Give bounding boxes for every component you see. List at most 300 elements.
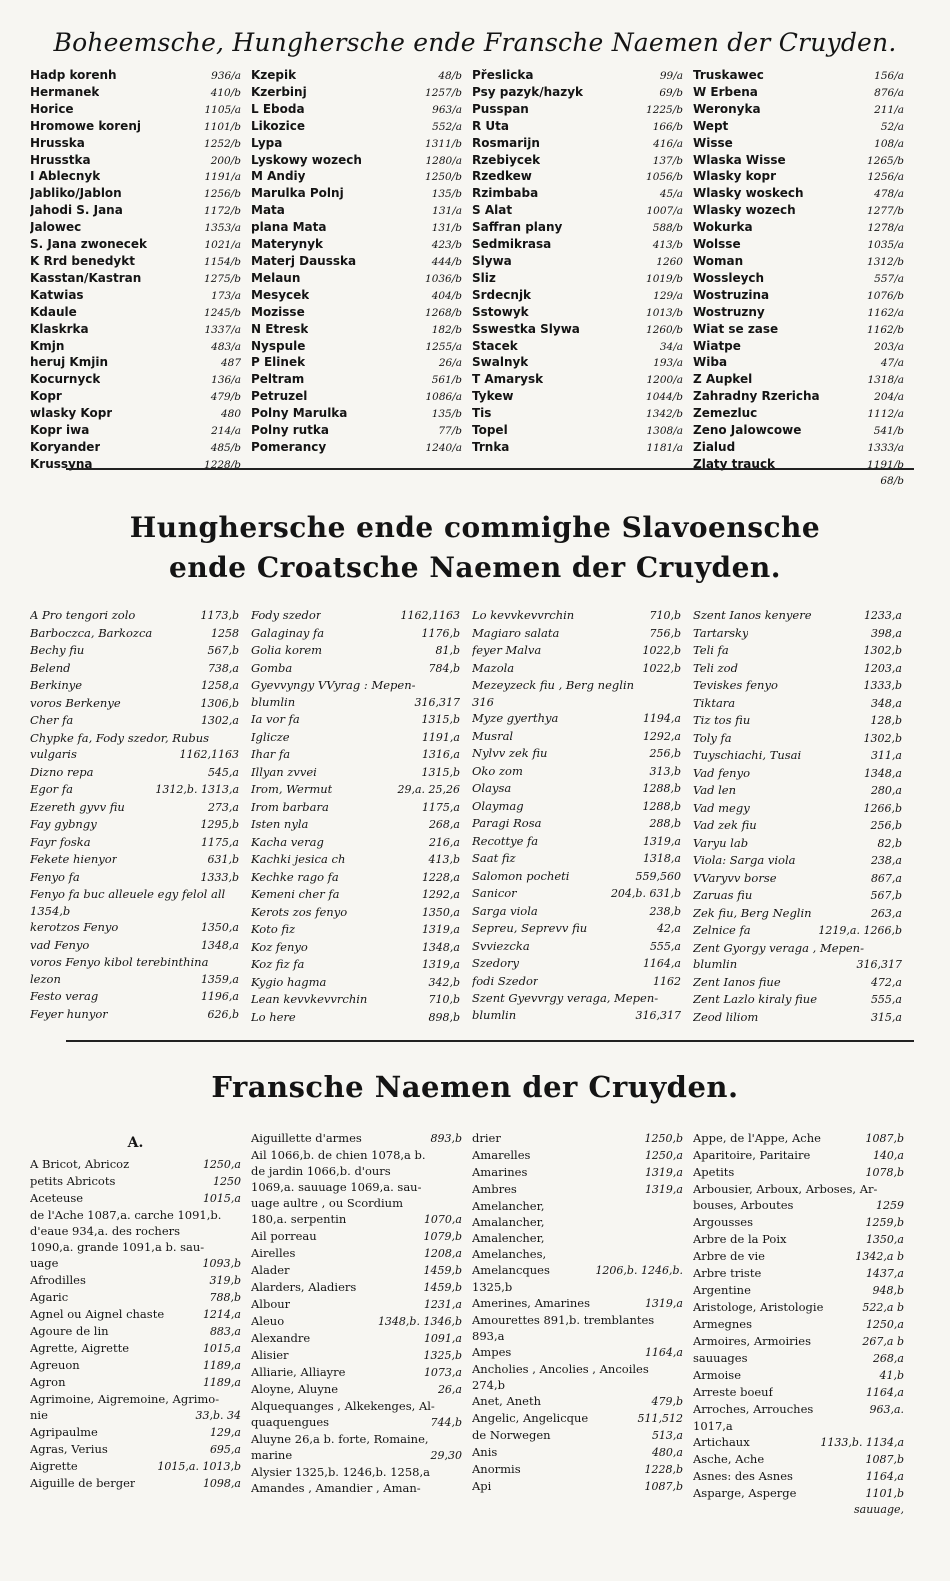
entry-name: Egor fa (30, 782, 73, 796)
entry-page: 173/a (211, 289, 241, 302)
entry-page: 1022,b (642, 661, 681, 675)
index-entry (30, 816, 239, 834)
index-entry (30, 322, 241, 339)
entry-name: Lean kevvkevvrchin (251, 992, 368, 1006)
index-entry (251, 136, 462, 153)
index-entry (693, 1231, 904, 1248)
index-entry (472, 920, 681, 938)
entry-page: 273,a (207, 800, 239, 814)
index-entry (693, 991, 902, 1009)
entry-name: Pomerancy (251, 439, 327, 454)
entry-name: Mata (251, 203, 285, 218)
entry-page: 1191/a (204, 171, 241, 184)
entry-page: 545,a (207, 765, 239, 779)
entry-name: Irom barbara (251, 799, 329, 814)
entry-page: sauuage, (854, 1503, 904, 1516)
index-entry (251, 694, 460, 712)
entry-name: Asche, Ache (693, 1452, 765, 1466)
entry-name: Fenyo fa buc alleuele egy felol all (30, 887, 226, 901)
entry-page: 203/a (874, 340, 904, 353)
index-entry (693, 254, 904, 271)
entry-page: 1194,a (642, 712, 681, 725)
entry-page: 280,a (870, 784, 902, 797)
index-entry (472, 745, 681, 763)
index-entry (30, 153, 241, 170)
index-entry (30, 781, 239, 799)
index-entry (693, 1451, 904, 1468)
entry-name: Asparge, Asperge (693, 1486, 797, 1500)
entry-page: 26,a (437, 1383, 462, 1396)
entry-name: Magiaro salata (472, 625, 560, 640)
entry-name: Hrusstka (30, 152, 91, 167)
entry-page: 52/a (880, 120, 904, 133)
entry-name: Ail porreau (251, 1229, 317, 1243)
entry-name: Ancholies , Ancolies , Ancoiles (472, 1362, 649, 1376)
index-entry (693, 1434, 904, 1451)
index-entry (251, 939, 460, 957)
entry-name: R Uta (472, 118, 509, 133)
entry-page: 211/a (874, 103, 904, 116)
entry-name: Arroches, Arrouches (693, 1402, 814, 1416)
entry-page: 898,b (428, 1010, 460, 1024)
entry-name: Gyevvyngy VVyrag : Mepen- (251, 678, 416, 692)
entry-name: 893,a (472, 1329, 505, 1343)
entry-page: 1318/a (867, 374, 904, 387)
index-entry (693, 974, 902, 992)
index-entry (30, 712, 239, 730)
index-entry (472, 1130, 683, 1147)
entry-page: 876/a (874, 86, 904, 99)
entry-name: Wolsse (693, 237, 741, 252)
entry-name: Alarders, Aladiers (251, 1280, 357, 1294)
title-bohemian: Boheemsche, Hunghersche ende Fransche Naemen der Cruyden. (53, 28, 897, 57)
entry-name: S Alat (472, 203, 513, 218)
entry-page: 68/b (880, 474, 904, 487)
index-column (693, 68, 914, 490)
entry-name: Appe, de l'Appe, Ache (693, 1131, 821, 1145)
index-entry (693, 220, 904, 237)
entry-name: Mozisse (251, 304, 305, 319)
entry-name: 1069,a. sauuage 1069,a. sau- (251, 1180, 422, 1194)
entry-page: 416/a (653, 137, 683, 150)
index-entry (693, 1164, 904, 1181)
entry-name: de jardin 1066,b. d'ours (251, 1164, 391, 1178)
index-entry (693, 905, 902, 923)
entry-name: Koto fiz (251, 922, 296, 936)
entry-name: fodi Szedor (472, 973, 539, 988)
entry-name: Polny rutka (251, 423, 329, 438)
entry-page: 478/a (874, 188, 904, 201)
entry-name: Wostruzny (693, 304, 765, 319)
entry-name: Teli fa (693, 643, 729, 657)
entry-page: 1319,a (421, 958, 460, 971)
entry-name: bouses, Arboutes (693, 1198, 794, 1212)
entry-name: Agnel ou Aignel chaste (30, 1307, 165, 1321)
entry-name: Klaskrka (30, 321, 89, 336)
entry-name: Vad fenyo (693, 765, 751, 780)
entry-name: wlasky Kopr (30, 406, 113, 421)
index-entry (472, 288, 683, 305)
entry-name: Psy pazyk/hazyk (472, 84, 584, 99)
index-entry (472, 389, 683, 406)
letter-heading: A. (127, 1135, 144, 1151)
index-entry (251, 1130, 462, 1147)
entry-name: Chypke fa, Fody szedor, Rubus (30, 730, 210, 745)
entry-page: 256,b (870, 819, 902, 832)
entry-name: Hadp korenh (30, 68, 117, 82)
entry-page: 1013/b (646, 306, 683, 319)
entry-name: lezon (30, 971, 61, 986)
entry-page: 1250,a (644, 1149, 683, 1162)
entry-page: 214/a (211, 425, 241, 438)
index-entry (693, 817, 902, 835)
index-entry (30, 1223, 241, 1239)
entry-name: Rzedkew (472, 169, 532, 184)
index-entry (30, 372, 241, 389)
entry-page: 1459,b (423, 1281, 462, 1294)
index-entry (693, 1282, 904, 1299)
entry-name: Zemezluc (693, 406, 758, 421)
entry-name: Svviezcka (472, 938, 530, 953)
entry-name: Amourettes 891,b. tremblantes (472, 1313, 655, 1327)
entry-page: 1315,b (421, 765, 460, 779)
entry-page: 156/a (874, 70, 904, 82)
entry-page: 883,a (209, 1325, 241, 1338)
entry-name: petits Abricots (30, 1174, 116, 1188)
index-entry (472, 973, 681, 991)
entry-name: Rzimbaba (472, 186, 539, 201)
index-entry (693, 169, 904, 186)
entry-name: Arbousier, Arboux, Arboses, Ar- (693, 1182, 878, 1196)
entry-name: Kerots zos fenyo (251, 904, 348, 919)
entry-page: 316,317 (635, 1008, 681, 1022)
entry-page: 311,a (870, 749, 902, 762)
index-entry (472, 153, 683, 170)
index-column (251, 1130, 472, 1518)
entry-name: Amelancques (472, 1263, 550, 1277)
entry-page: 29,a. 25,26 (397, 783, 460, 796)
entry-name: Agoure de lin (30, 1324, 109, 1338)
index-entry (472, 85, 683, 102)
index-entry (251, 237, 462, 254)
index-entry (472, 625, 681, 643)
index-entry (251, 1179, 462, 1195)
entry-name: Lyskowy wozech (251, 152, 362, 167)
index-entry (472, 1361, 683, 1377)
entry-name: Szent Ianos kenyere (693, 608, 812, 622)
entry-name: Arbre triste (693, 1266, 762, 1280)
entry-name: heruj Kmjin (30, 355, 109, 370)
entry-name: Festo verag (30, 989, 99, 1003)
entry-name: Likozice (251, 118, 306, 133)
entry-page: 1175,a (200, 835, 239, 849)
index-entry (251, 834, 460, 852)
index-entry (693, 1214, 904, 1231)
entry-page: 1019/b (646, 272, 683, 285)
index-entry (693, 153, 904, 170)
entry-page: 555,a (870, 993, 902, 1006)
entry-name: Api (472, 1479, 492, 1493)
index-entry (30, 237, 241, 254)
entry-page: 1319,a (644, 1166, 683, 1179)
entry-page: 963,a. (869, 1403, 904, 1416)
entry-name: Wlasky wozech (693, 203, 796, 218)
index-entry (693, 271, 904, 288)
entry-page: 413/b (652, 239, 683, 252)
entry-page: 182/b (431, 323, 462, 336)
entry-page: 1200/a (646, 374, 683, 387)
index-entry (472, 642, 681, 660)
index-entry (472, 850, 681, 868)
entry-name: Zent Lazlo kiraly fiue (693, 992, 818, 1006)
entry-name: Saffran plany (472, 220, 563, 235)
entry-page: 140,a (872, 1149, 904, 1162)
entry-page: 26/a (438, 357, 462, 370)
entry-page: 1353/a (204, 222, 241, 235)
entry-page: 948,b (872, 1284, 904, 1297)
index-entry (472, 868, 681, 886)
index-entry (30, 389, 241, 406)
entry-name: W Erbena (693, 84, 758, 99)
index-entry (30, 1391, 241, 1407)
entry-page: 1093,b (202, 1257, 241, 1270)
entry-page: 137/b (652, 154, 683, 167)
entry-name: L Eboda (251, 101, 305, 116)
index-entry (251, 1228, 462, 1245)
index-entry (30, 136, 241, 153)
entry-name: Wiba (693, 355, 728, 370)
entry-page: 1181/a (646, 441, 683, 454)
entry-name: Sarga viola (472, 903, 538, 918)
index-entry (251, 305, 462, 322)
entry-page: 1266,b (863, 801, 902, 815)
entry-page: 1164,a (865, 1386, 904, 1399)
index-entry (251, 625, 460, 643)
entry-name: Hrusska (30, 135, 85, 150)
entry-page: 135/b (431, 188, 462, 201)
entry-name: Amalancher, (472, 1215, 545, 1229)
index-entry (251, 642, 460, 660)
entry-page: 200/b (210, 154, 241, 167)
index-entry (251, 1279, 462, 1296)
index-entry (472, 220, 683, 237)
entry-name: Aceteuse (30, 1191, 84, 1205)
entry-name: S. Jana zwonecek (30, 237, 147, 252)
index-entry (693, 136, 904, 153)
index-column (472, 1130, 693, 1518)
entry-name: de l'Ache 1087,a. carche 1091,b. (30, 1208, 222, 1222)
index-entry (472, 885, 681, 903)
entry-page: 631,b (207, 853, 239, 866)
entry-name: A Bricot, Abricoz (30, 1157, 130, 1171)
index-entry (251, 389, 462, 406)
index-entry (30, 799, 239, 817)
index-entry (30, 169, 241, 186)
index-entry (472, 938, 681, 956)
entry-name: Aluyne 26,a b. forte, Romaine, (251, 1432, 429, 1446)
index-entry (251, 746, 460, 764)
entry-name: A Pro tengori zolo (30, 608, 136, 622)
index-entry (472, 1410, 683, 1427)
entry-name: Recottye fa (472, 833, 539, 848)
index-entry (30, 695, 239, 713)
entry-name: Agrette, Aigrette (30, 1341, 130, 1355)
entry-page: 1233,a (863, 609, 902, 622)
entry-page: 1208,a (423, 1247, 462, 1260)
entry-page: 522,a b (862, 1301, 904, 1314)
index-entry (30, 1374, 241, 1391)
entry-name: Slywa (472, 253, 512, 268)
entry-name: Cher fa (30, 713, 74, 727)
index-entry (30, 903, 239, 920)
entry-name: Amalencher, (472, 1231, 545, 1245)
entry-name: Mazola (472, 660, 515, 675)
entry-page: 1292,a (421, 888, 460, 901)
index-entry (693, 642, 902, 660)
entry-page: 444/b (431, 255, 462, 268)
entry-name: Stacek (472, 338, 518, 353)
entry-name: Zent Gyorgy veraga , Mepen- (693, 940, 864, 955)
index-entry (30, 1207, 241, 1223)
entry-name: Gomba (251, 660, 293, 675)
entry-page: 1250,b (644, 1132, 683, 1145)
index-entry (30, 851, 239, 869)
entry-page: 1260 (656, 255, 683, 268)
index-entry (693, 1316, 904, 1333)
entry-name: Zialud (693, 439, 736, 454)
entry-name: Aiguillette d'armes (251, 1131, 362, 1145)
entry-page: 45/a (659, 188, 683, 201)
index-entry (251, 799, 460, 817)
entry-name: I Ablecnyk (30, 169, 101, 184)
index-entry (30, 1255, 241, 1272)
index-entry (693, 730, 902, 748)
entry-name: Wlasky woskech (693, 186, 804, 201)
index-entry (251, 102, 462, 119)
entry-page: 69/b (659, 86, 683, 99)
entry-name: Aleuo (251, 1314, 285, 1328)
index-entry (30, 1173, 241, 1190)
index-entry (251, 322, 462, 339)
index-entry (472, 1312, 683, 1328)
entry-page: 1172/b (204, 205, 241, 218)
index-entry (693, 372, 904, 389)
index-entry (30, 68, 241, 85)
entry-name: Apetits (693, 1165, 735, 1179)
index-entry (30, 919, 239, 937)
index-entry (251, 1163, 462, 1179)
entry-name: Ezereth gyvv fiu (30, 799, 125, 814)
entry-name: Galaginay fa (251, 625, 325, 640)
entry-name: Tuyschiachi, Tusai (693, 748, 802, 762)
index-entry (472, 1377, 683, 1393)
entry-page: 34/a (659, 340, 683, 353)
entry-page: 81,b (435, 644, 460, 657)
index-entry (251, 423, 462, 440)
entry-page: 1350,a (865, 1233, 904, 1246)
entry-page: 893,b (430, 1132, 462, 1145)
entry-page: 216,a (428, 835, 460, 849)
entry-page: 936/a (211, 70, 241, 82)
index-entry (693, 203, 904, 220)
entry-name: Tiz tos fiu (693, 713, 751, 727)
index-entry (693, 1009, 902, 1027)
index-entry (30, 764, 239, 782)
index-column (693, 1130, 914, 1518)
entry-page: 348,a (870, 696, 902, 710)
entry-page: 256,b (649, 747, 681, 760)
entry-name: Agras, Verius (30, 1442, 108, 1456)
entry-name: Anis (472, 1445, 498, 1459)
entry-page: 1035/a (867, 239, 904, 252)
index-entry (693, 922, 902, 940)
entry-page: 1101/b (204, 120, 241, 133)
entry-page: 1258 (211, 626, 239, 640)
entry-page: 561/b (431, 374, 462, 387)
entry-page: 1342/b (646, 408, 683, 421)
index-entry (251, 153, 462, 170)
index-entry (472, 1328, 683, 1344)
index-entry (251, 904, 460, 922)
entry-name: Sanicor (472, 886, 517, 900)
entry-name: Ia vor fa (251, 712, 300, 726)
entry-page: 1333,b (863, 679, 902, 692)
entry-page: 480,a (651, 1446, 683, 1459)
entry-name: Argousses (693, 1215, 754, 1229)
entry-name: Woman (693, 253, 744, 268)
entry-name: Nyspule (251, 338, 306, 353)
index-entry (693, 1384, 904, 1401)
entry-name: Toly fa (693, 730, 732, 745)
entry-page: 1250 (213, 1175, 241, 1188)
index-column (30, 1130, 251, 1518)
index-entry (251, 169, 462, 186)
entry-page: 1348,a (421, 940, 460, 954)
entry-page: 1087,b (644, 1480, 683, 1493)
index-entry (251, 1262, 462, 1279)
index-entry (251, 974, 460, 992)
entry-page: 1112/a (867, 408, 904, 421)
index-entry (472, 406, 683, 423)
index-entry (251, 1364, 462, 1381)
entry-name: Alliarie, Alliayre (251, 1365, 346, 1379)
entry-name: Illyan zvvei (251, 764, 317, 779)
entry-name: Mesycek (251, 287, 310, 302)
entry-name: Amelancher, (472, 1199, 545, 1213)
entry-page: 316,317 (414, 695, 460, 709)
entry-name: Amarelles (472, 1148, 531, 1162)
entry-name: plana Mata (251, 220, 327, 235)
entry-page: 33,b. 34 (195, 1409, 241, 1422)
index-entry (472, 440, 683, 457)
index-entry (251, 1347, 462, 1364)
index-entry (693, 1248, 904, 1265)
entry-name: Horice (30, 101, 74, 116)
entry-name: Musral (472, 728, 514, 743)
entry-name: Alysier 1325,b. 1246,b. 1258,a (251, 1465, 430, 1479)
index-entry (30, 1006, 239, 1024)
entry-name: Argentine (693, 1283, 751, 1297)
entry-name: 1017,a (693, 1419, 733, 1433)
entry-name: Trnka (472, 439, 510, 454)
entry-name: Mezeyzeck fiu , Berg neglin (472, 678, 635, 692)
index-entry (472, 710, 681, 728)
index-entry (472, 607, 681, 625)
entry-page: 1277/b (867, 205, 904, 218)
index-entry (472, 237, 683, 254)
entry-name: Armoires, Armoiries (693, 1334, 812, 1348)
entry-page: 480 (220, 408, 241, 421)
